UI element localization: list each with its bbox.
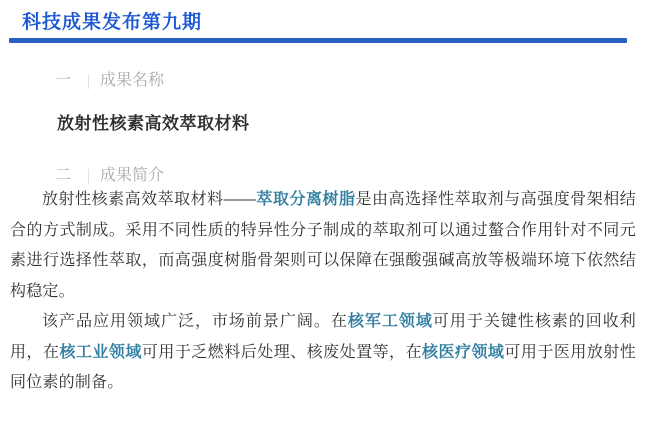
header-divider (9, 38, 627, 43)
section-heading-name (50, 72, 636, 90)
section-heading-intro (50, 167, 636, 185)
section-heading-label: 成果名称 (100, 72, 165, 89)
section-heading-divider (88, 74, 89, 89)
section-heading-divider (88, 169, 89, 184)
section-heading-label: 成果简介 (100, 167, 165, 184)
page-header (0, 0, 645, 43)
text-segment: 放射性核素高效萃取材料—— (42, 191, 257, 208)
text-segment: 该产品应用领域广泛，市场前景广阔。在 (42, 313, 348, 330)
highlighted-term: 核工业领域 (59, 343, 142, 361)
page-title: 科技成果发布第九期 (22, 12, 203, 33)
highlighted-term: 萃取分离树脂 (256, 191, 356, 208)
paragraph-applications (10, 307, 636, 399)
text-segment: 可用于乏燃料后处理、核废处置等，在 (141, 343, 423, 361)
text-segment: 是由高选择性萃取剂与高强度骨架相结合的方式制成。采用不同性质的特异性分子制成的萃取剂可以通过螯合作用针对不同元素进行选择性萃取，而高强度树脂骨架则可以保障在强酸强碱高放等极端环境下依然结构稳定。 (10, 191, 636, 300)
highlighted-term: 核医疗领域 (422, 343, 505, 361)
product-name: 放射性核素高效萃取材料 (57, 114, 250, 133)
section-number: 二 (54, 167, 71, 184)
text-segment: 可用于医用放射性同位素的制备。 (10, 343, 636, 391)
text-segment: 可用于关键性核素的回收利用，在 (10, 313, 636, 361)
highlighted-term: 核军工领域 (347, 313, 433, 330)
paragraph-intro (10, 185, 636, 307)
document-body (0, 72, 645, 399)
section-number: 一 (54, 72, 71, 89)
